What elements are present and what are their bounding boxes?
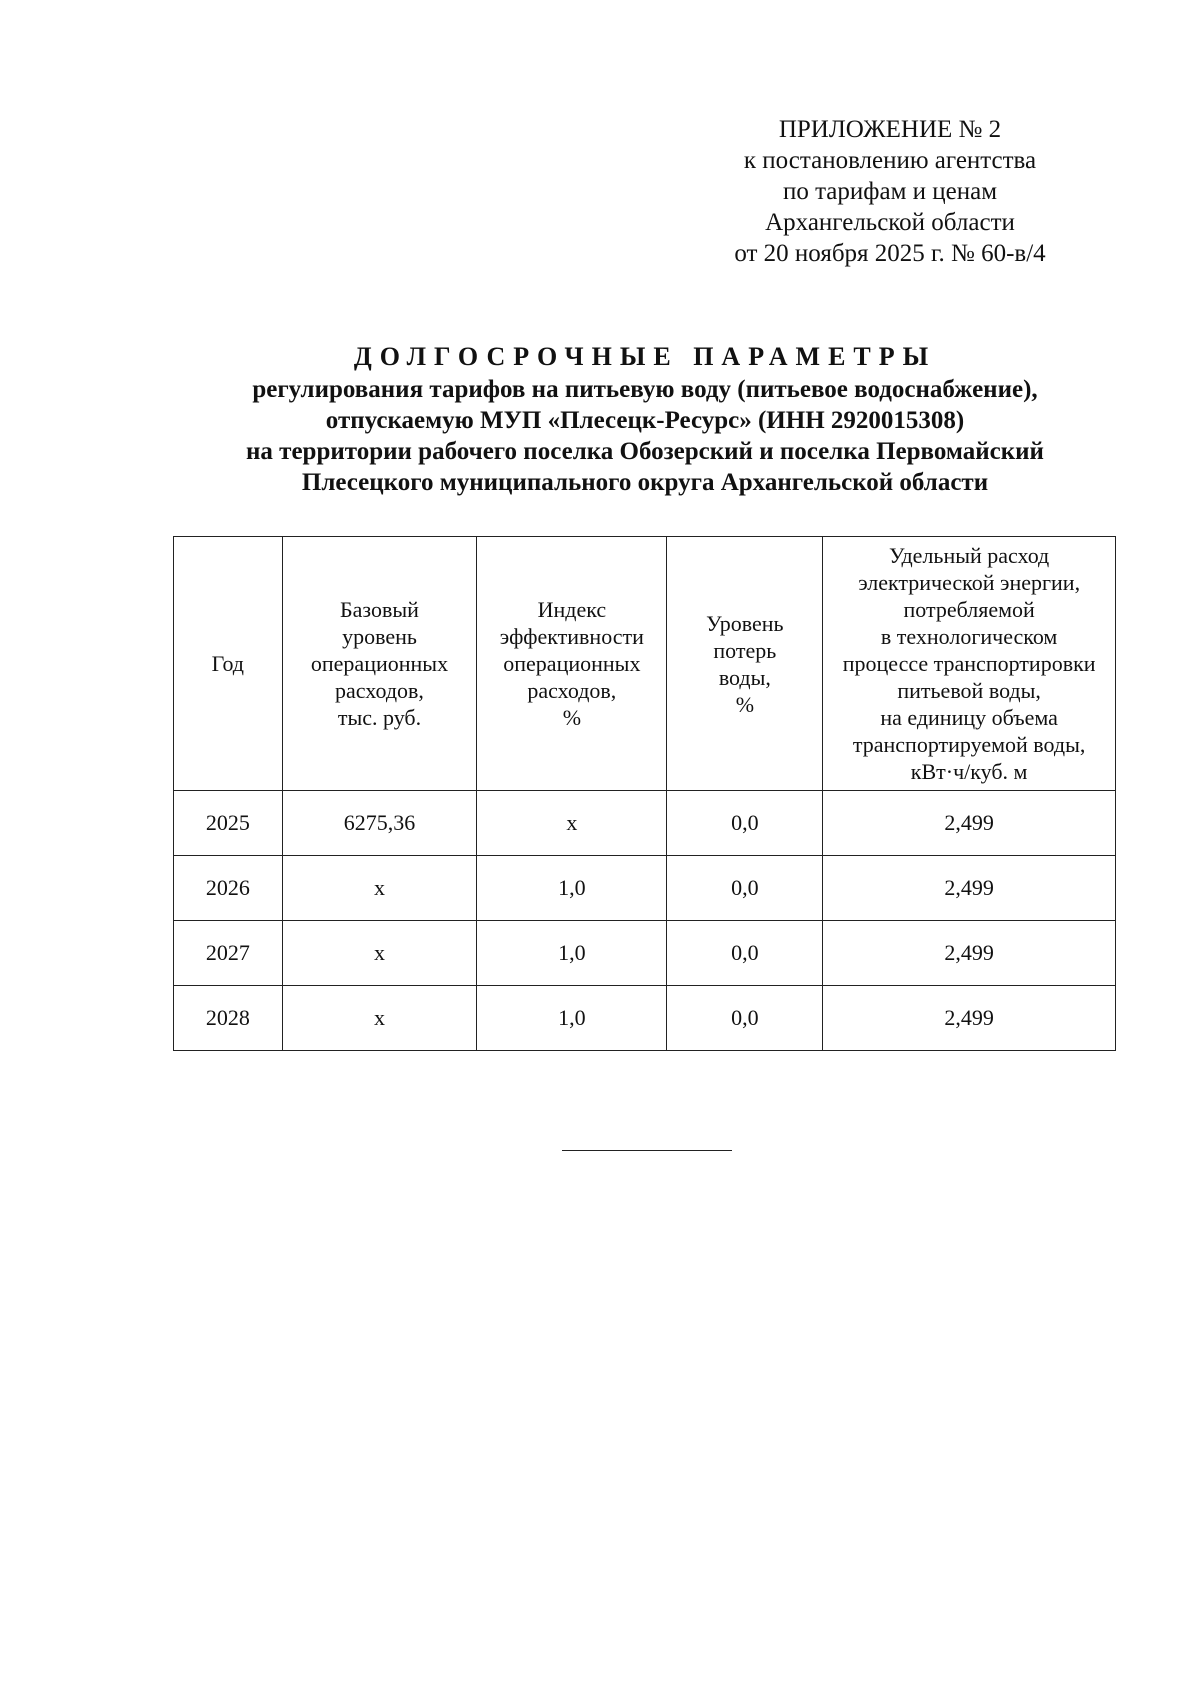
cell-energy-consumption: 2,499 bbox=[823, 986, 1116, 1051]
cell-year: 2025 bbox=[174, 791, 283, 856]
appendix-number: ПРИЛОЖЕНИЕ № 2 bbox=[778, 116, 1002, 143]
parameters-table bbox=[173, 536, 1116, 1051]
cell-efficiency-index: 1,0 bbox=[477, 856, 667, 921]
table-row bbox=[174, 986, 1116, 1051]
subtitle-line-4: Плесецкого муниципального округа Архангельской области bbox=[301, 469, 989, 496]
cell-base-opex: х bbox=[282, 986, 477, 1051]
table-row bbox=[174, 921, 1116, 986]
cell-water-loss: 0,0 bbox=[667, 921, 823, 986]
closing-rule bbox=[562, 1150, 732, 1151]
cell-water-loss: 0,0 bbox=[667, 986, 823, 1051]
table-row bbox=[174, 791, 1116, 856]
document-title-block bbox=[150, 340, 1140, 498]
header-base-opex: Базовый уровень операционных расходов, тыс. руб. bbox=[282, 537, 477, 791]
table-row bbox=[174, 856, 1116, 921]
cell-year: 2027 bbox=[174, 921, 283, 986]
subtitle-line-3: на территории рабочего поселка Обозерский и поселка Первомайский bbox=[246, 438, 1044, 465]
appendix-reference: к постановлению агентства bbox=[743, 147, 1037, 174]
cell-year: 2028 bbox=[174, 986, 283, 1051]
subtitle-line-1: регулирования тарифов на питьевую воду (питьевое водоснабжение), bbox=[252, 376, 1038, 403]
appendix-date: от 20 ноября 2025 г. № 60-в/4 bbox=[734, 240, 1046, 267]
cell-energy-consumption: 2,499 bbox=[823, 791, 1116, 856]
cell-energy-consumption: 2,499 bbox=[823, 856, 1116, 921]
header-water-loss: Уровень потерь воды, % bbox=[667, 537, 823, 791]
cell-base-opex: 6275,36 bbox=[282, 791, 477, 856]
appendix-region: Архангельской области bbox=[765, 209, 1015, 236]
cell-base-opex: х bbox=[282, 921, 477, 986]
cell-efficiency-index: 1,0 bbox=[477, 986, 667, 1051]
appendix-block bbox=[690, 114, 1090, 269]
cell-efficiency-index: х bbox=[477, 791, 667, 856]
header-energy-consumption: Удельный расход электрической энергии, потребляемой в технологическом процессе транспортировки питьевой воды, на единицу объема транспортируемой воды, кВт·ч/куб. м bbox=[823, 537, 1116, 791]
subtitle-line-2: отпускаемую МУП «Плесецк-Ресурс» (ИНН 2920015308) bbox=[325, 407, 965, 434]
cell-energy-consumption: 2,499 bbox=[823, 921, 1116, 986]
header-efficiency-index: Индекс эффективности операционных расходов, % bbox=[477, 537, 667, 791]
cell-base-opex: х bbox=[282, 856, 477, 921]
appendix-agency: по тарифам и ценам bbox=[782, 178, 998, 205]
header-year: Год bbox=[174, 537, 283, 791]
document-title: ДОЛГОСРОЧНЫЕ ПАРАМЕТРЫ bbox=[353, 342, 937, 371]
table-header-row bbox=[174, 537, 1116, 791]
cell-water-loss: 0,0 bbox=[667, 791, 823, 856]
cell-year: 2026 bbox=[174, 856, 283, 921]
cell-water-loss: 0,0 bbox=[667, 856, 823, 921]
cell-efficiency-index: 1,0 bbox=[477, 921, 667, 986]
